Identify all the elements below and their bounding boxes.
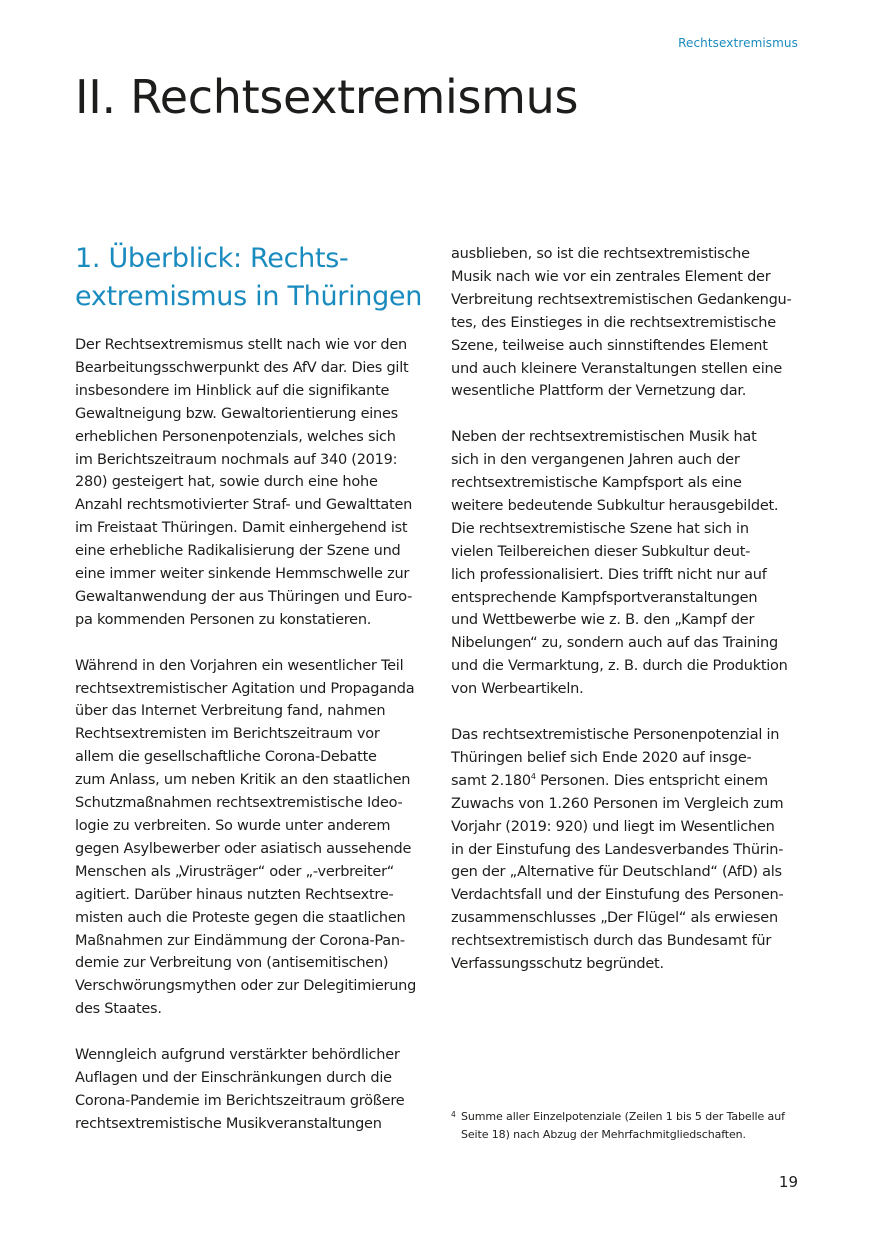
text-line: rechtsextremistisch durch das Bundesamt für [451, 933, 772, 950]
text-line: im Berichtszeitraum nochmals auf 340 (2019: [75, 451, 398, 468]
text-line: Verbreitung rechtsextremistischen Gedankengu- [451, 291, 792, 308]
text-line: gen der „Alternative für Deutschland“ (AfD) als [451, 864, 782, 881]
text-line: im Freistaat Thüringen. Damit einhergehend ist [75, 520, 408, 537]
text-line: Menschen als „Virusträger“ oder „-verbreiter“ [75, 863, 395, 880]
text-line: lich professionalisiert. Dies trifft nicht nur auf [451, 566, 767, 583]
text-line: von Werbeartikeln. [451, 681, 584, 698]
text-line: gegen Asylbewerber oder asiatisch aussehende [75, 840, 412, 857]
chapter-title: II. Rechtsextremismus [75, 70, 579, 124]
text-line: weitere bedeutende Subkultur herausgebildet. [451, 497, 779, 514]
text-line: Zuwachs von 1.260 Personen im Vergleich zum [451, 795, 784, 812]
paragraph-rest [451, 793, 807, 976]
text-line: misten auch die Proteste gegen die staatlichen [75, 909, 406, 926]
text-line: allem die gesellschaftliche Corona-Debatte [75, 749, 377, 766]
text-line: logie zu verbreiten. So wurde unter anderem [75, 818, 391, 835]
section-title-line: 1. Überblick: Rechts- [75, 243, 349, 274]
text-line: eine immer weiter sinkende Hemmschwelle zur [75, 566, 410, 583]
text-line: Corona-Pandemie im Berichtszeitraum größere [75, 1092, 405, 1109]
text-line: Verschwörungsmythen oder zur Delegitimierung [75, 978, 417, 995]
text-line: Szene, teilweise auch sinnstiftendes Element [451, 337, 768, 354]
text-line: tes, des Einstieges in die rechtsextremistische [451, 314, 776, 331]
text-line: und Wettbewerbe wie z. B. den „Kampf der [451, 612, 755, 629]
text-line: entsprechende Kampfsportveranstaltungen [451, 589, 758, 606]
paragraph [75, 655, 431, 1022]
section-title-line: extremismus in Thüringen [75, 281, 423, 312]
text-line: erheblichen Personenpotenzials, welches sich [75, 428, 396, 445]
text-line: eine erhebliche Radikalisierung der Szene und [75, 543, 401, 560]
text-line: Schutzmaßnahmen rechtsextremistische Ideo- [75, 795, 403, 812]
text-line: Bearbeitungsschwerpunkt des AfV dar. Dies gilt [75, 359, 409, 376]
paragraph [451, 243, 807, 403]
text-line: vielen Teilbereichen dieser Subkultur deut- [451, 543, 751, 560]
text-line: Verfassungsschutz begründet. [451, 956, 664, 973]
text-line: Gewaltneigung bzw. Gewaltorientierung eines [75, 405, 398, 422]
text-line: Seite 18) nach Abzug der Mehrfachmitgliedschaften. [461, 1127, 746, 1141]
text-line: Wenngleich aufgrund verstärkter behördlicher [75, 1047, 400, 1064]
text-line: ausblieben, so ist die rechtsextremistische [451, 246, 750, 262]
paragraph-personenpotenzial [451, 724, 807, 976]
footnote [451, 1108, 807, 1143]
paragraph [75, 1044, 431, 1136]
section-title [75, 240, 431, 316]
text-line: insbesondere im Hinblick auf die signifikante [75, 382, 390, 399]
text-line: des Staates. [75, 1001, 162, 1018]
text-line: rechtsextremistische Kampfsport als eine [451, 475, 742, 492]
text-line: Anzahl rechtsmotivierter Straf- und Gewalttaten [75, 497, 413, 514]
left-column [75, 240, 431, 1159]
text-segment: samt 2.180 [451, 772, 531, 789]
text-segment: Personen. Dies entspricht einem [535, 772, 768, 789]
paragraph-line [451, 770, 807, 793]
page-number: 19 [778, 1173, 798, 1191]
text-line: über das Internet Verbreitung fand, nahmen [75, 703, 386, 720]
text-line: Der Rechtsextremismus stellt nach wie vor den [75, 337, 407, 353]
text-line: Gewaltanwendung der aus Thüringen und Euro- [75, 588, 413, 605]
paragraph [75, 334, 431, 632]
text-line: Summe aller Einzelpotenziale (Zeilen 1 bis 5 der Tabelle auf [461, 1110, 785, 1123]
text-line: und auch kleinere Veranstaltungen stellen eine [451, 360, 783, 377]
text-line: Nibelungen“ zu, sondern auch auf das Training [451, 635, 778, 652]
text-line: Verdachtsfall und der Einstufung des Personen- [451, 887, 784, 904]
text-line: zusammenschlusses „Der Flügel“ als erwiesen [451, 910, 778, 927]
text-line: 280) gesteigert hat, sowie durch eine hohe [75, 474, 378, 491]
text-line: und die Vermarktung, z. B. durch die Produktion [451, 658, 788, 675]
text-line: Vorjahr (2019: 920) und liegt im Wesentlichen [451, 818, 775, 835]
footnote-reference[interactable]: 4 [530, 771, 536, 781]
text-line: Die rechtsextremistische Szene hat sich in [451, 520, 749, 537]
text-line: Maßnahmen zur Eindämmung der Corona-Pan- [75, 932, 405, 949]
text-line: in der Einstufung des Landesverbandes Thürin- [451, 841, 784, 858]
paragraph [451, 426, 807, 701]
text-line: zum Anlass, um neben Kritik an den staatlichen [75, 772, 411, 789]
text-line: agitiert. Darüber hinaus nutzten Rechtsextre- [75, 886, 394, 903]
text-line: rechtsextremistischer Agitation und Propaganda [75, 680, 415, 697]
paragraph-line: Das rechtsextremistische Personenpotenzial in [451, 727, 780, 743]
paragraph-line: Thüringen belief sich Ende 2020 auf insge- [451, 749, 752, 766]
text-line: demie zur Verbreitung von (antisemitischen) [75, 955, 389, 972]
right-column [451, 243, 807, 999]
text-line: rechtsextremistische Musikveranstaltungen [75, 1115, 382, 1132]
footnote-text [451, 1108, 807, 1143]
text-line: pa kommenden Personen zu konstatieren. [75, 611, 372, 628]
text-line: Auflagen und der Einschränkungen durch die [75, 1069, 392, 1086]
text-line: Rechtsextremisten im Berichtszeitraum vor [75, 726, 380, 743]
text-line: Während in den Vorjahren ein wesentlicher Teil [75, 657, 404, 674]
running-head: Rechtsextremismus [678, 36, 798, 50]
footnote-mark: 4 [451, 1110, 456, 1119]
text-line: Neben der rechtsextremistischen Musik hat [451, 429, 757, 446]
text-line: sich in den vergangenen Jahren auch der [451, 452, 740, 469]
text-line: Musik nach wie vor ein zentrales Element der [451, 268, 771, 285]
text-line: wesentliche Plattform der Vernetzung dar. [451, 383, 747, 400]
